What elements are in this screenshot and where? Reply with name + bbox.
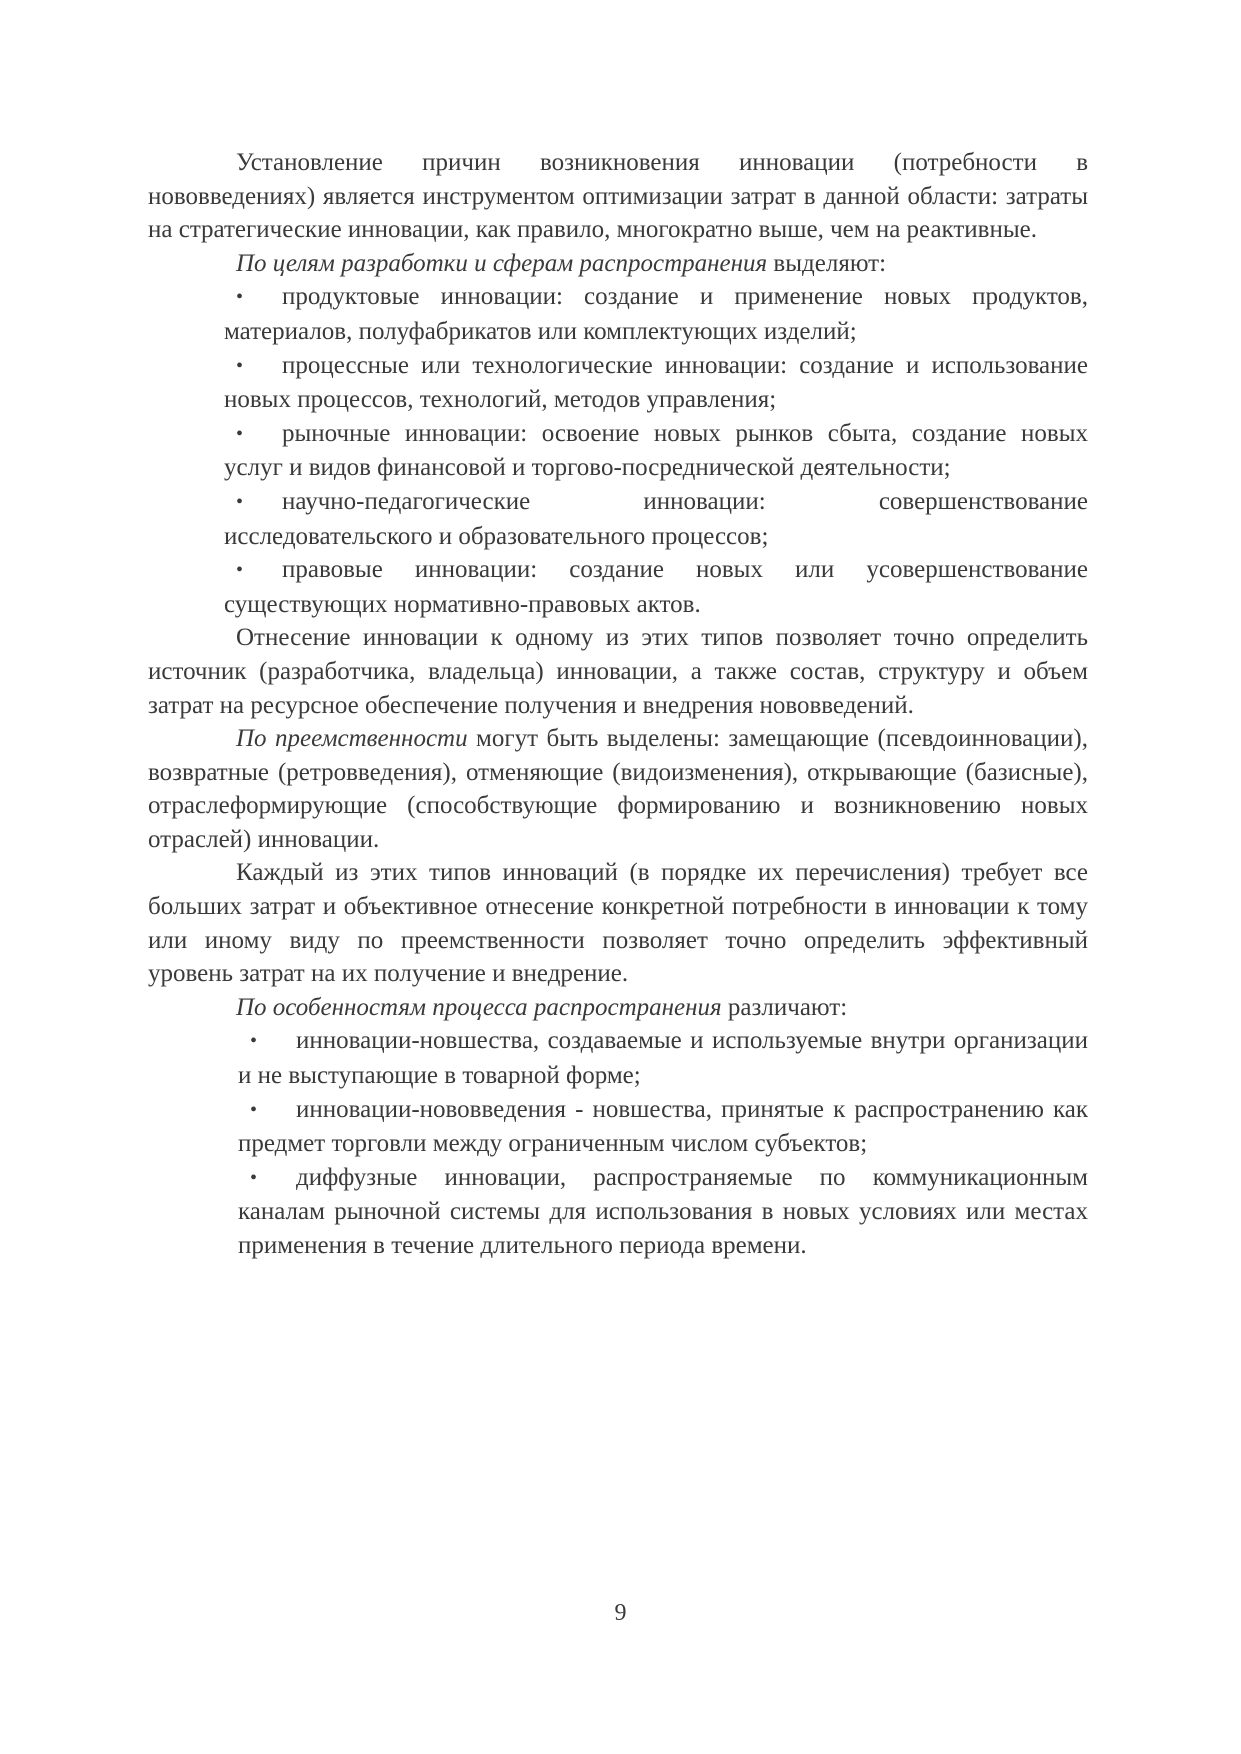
bullet-icon: •: [236, 490, 244, 513]
goals-list: [224, 280, 1088, 621]
paragraph-cost-levels: Каждый из этих типов инноваций (в порядке их перечисления) требует все больших затрат и объективное отнесение конкретной потребности в инновации к тому или иному виду по преемственности позволяет точно определить эффективный уровень затрат на их получение и внедрение.: [148, 859, 1088, 988]
diffusion-list: [238, 1024, 1088, 1262]
paragraph-continuity: [148, 722, 1088, 856]
italic-term-goals: По целям разработки и сферам распространения: [236, 249, 768, 277]
diffusion-intro-rest: различают:: [721, 993, 848, 1021]
goals-intro-rest: выделяют:: [767, 249, 887, 277]
list-item: [224, 280, 1088, 348]
list-item-text: процессные или технологические инновации: создание и использование новых процессов, технологий, методов управления;: [224, 351, 1088, 414]
bullet-icon: •: [250, 1098, 258, 1121]
list-item: [224, 417, 1088, 485]
list-item: [238, 1093, 1088, 1161]
list-item-text: диффузные инновации, распространяемые по коммуникационным каналам рыночной системы для использования в новых условиях или местах применения в течение длительного периода времени.: [238, 1163, 1088, 1259]
list-item: [224, 485, 1088, 553]
bullet-icon: •: [250, 1166, 258, 1189]
list-item: [224, 553, 1088, 621]
bullet-icon: •: [236, 286, 244, 309]
paragraph-diffusion-intro: [148, 991, 1088, 1025]
list-item-text: рыночные инновации: освоение новых рынков сбыта, создание новых услуг и видов финансовой и торгово-посреднической деятельности;: [224, 419, 1088, 482]
bullet-icon: •: [236, 354, 244, 377]
list-item-text: научно-педагогические инновации: совершенствование исследовательского и образовательного процессов;: [224, 487, 1088, 550]
paragraph-innovation-causes: Установление причин возникновения инновации (потребности в нововведениях) является инструментом оптимизации затрат в данной области: затраты на стратегические инновации, как правило, многократно выше, чем на реактивные.: [148, 149, 1088, 244]
paragraph-goals-intro: [148, 247, 1088, 281]
bullet-icon: •: [250, 1030, 258, 1053]
page-number: 9: [614, 1600, 627, 1626]
bullet-icon: •: [236, 422, 244, 445]
continuity-rest: могут быть выделены: замещающие (псевдоинновации), возвратные (ретровведения), отменяющие (видоизменения), открывающие (базисные), отраслеформирующие (способствующие формированию и возникновению новых отраслей) инновации.: [148, 725, 1088, 853]
list-item: [238, 1161, 1088, 1263]
list-item-text: инновации-новшества, создаваемые и используемые внутри организации и не выступающие в товарной форме;: [238, 1027, 1088, 1090]
paragraph-type-attribution: Отнесение инновации к одному из этих типов позволяет точно определить источник (разработчика, владельца) инновации, а также состав, структуру и объем затрат на ресурсное обеспечение получения и внедрения нововведений.: [148, 624, 1088, 719]
list-item-text: инновации-нововведения - новшества, принятые к распространению как предмет торговли между ограниченным числом субъектов;: [238, 1095, 1088, 1158]
list-item: [238, 1024, 1088, 1092]
list-item-text: продуктовые инновации: создание и применение новых продуктов, материалов, полуфабрикатов или комплектующих изделий;: [224, 283, 1088, 345]
bullet-icon: •: [236, 559, 244, 582]
list-item-text: правовые инновации: создание новых или усовершенствование существующих нормативно-правовых актов.: [224, 556, 1088, 618]
document-page: [148, 146, 1088, 1263]
italic-term-continuity: По преемственности: [236, 725, 468, 753]
italic-term-diffusion: По особенностям процесса распространения: [236, 993, 722, 1021]
list-item: [224, 349, 1088, 417]
